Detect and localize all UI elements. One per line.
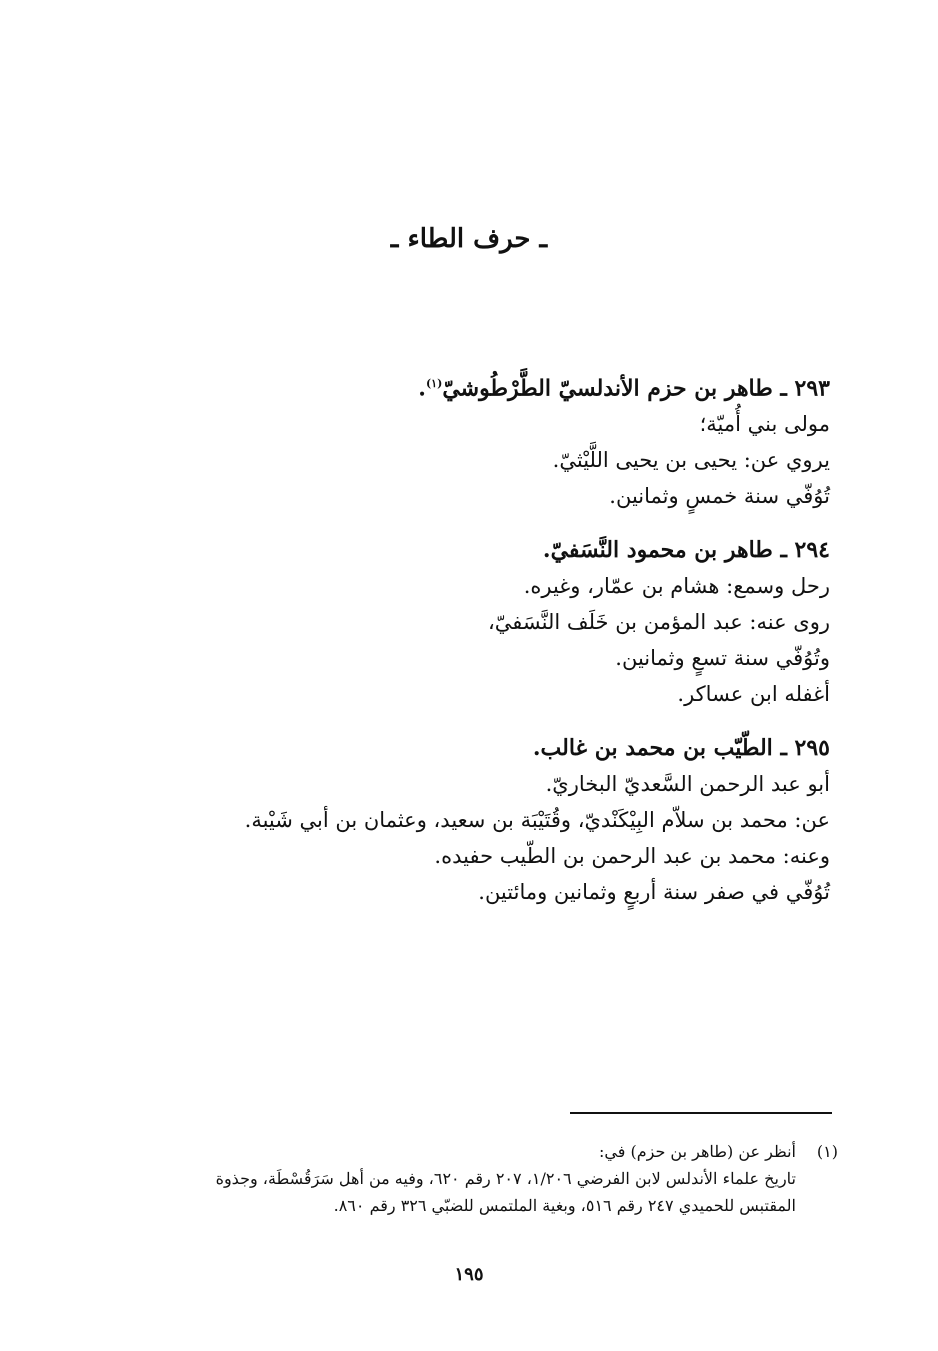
entry-heading-text: ٢٩٣ ـ طاهر بن حزم الأندلسيّ الطَّرْطُوشيّ (442, 375, 830, 402)
entry-line: أغفله ابن عساكر. (677, 682, 830, 707)
footnotes (108, 1138, 838, 1219)
entry-line: وتُوُفّي سنة تسعٍ وثمانين. (615, 646, 830, 671)
entry-293 (100, 366, 830, 514)
footnote-line: تاريخ علماء الأندلس لابن الفرضي ١/٢٠٦، ٢٠٧ رقم ٦٢٠، وفيه من أهل سَرَقُسْطَة، وجذوة (215, 1169, 796, 1188)
footnote-text: أنظر عن (طاهر بن حزم) في: (599, 1142, 796, 1161)
page-number: ١٩٥ (454, 1264, 484, 1285)
footnote-separator (570, 1112, 832, 1114)
entry-line: وعنه: محمد بن عبد الرحمن بن الطّيب حفيده. (434, 844, 830, 869)
entry-line: أبو عبد الرحمن السَّعديّ البخاريّ. (545, 772, 830, 797)
footnote-reference[interactable]: (١) (425, 377, 443, 390)
entry-heading (100, 366, 830, 406)
chapter-title: ـ حرف الطاء ـ (390, 224, 548, 254)
footnote-line (108, 1138, 838, 1165)
footnote-line: المقتبس للحميدي ٢٤٧ رقم ٥١٦، وبغية الملتمس للضبّي ٣٢٦ رقم ٨٦٠. (333, 1196, 796, 1215)
entry-line: عن: محمد بن سلاّم البِيْكَنْديّ، وقُتَيْبَة بن سعيد، وعثمان بن أبي شَيْبة. (244, 808, 830, 833)
entry-line: روى عنه: عبد المؤمن بن خَلَف النَّسَفيّ، (487, 610, 830, 635)
entry-heading: ٢٩٥ ـ الطّيّب بن محمد بن غالب. (532, 735, 830, 762)
footnote-mark: (١) (816, 1142, 838, 1161)
entry-line: مولى بني أُميّة؛ (699, 412, 830, 437)
heading-end-punctuation: . (418, 375, 426, 402)
entry-295 (100, 730, 830, 910)
entry-line: تُوُفّي في صفر سنة أربعٍ وثمانين ومائتين. (478, 880, 830, 905)
entry-294 (100, 532, 830, 712)
entries (100, 366, 830, 928)
entry-line: يروي عن: يحيى بن يحيى اللَّيْثيّ. (552, 448, 830, 473)
entry-line: رحل وسمع: هشام بن عمّار، وغيره. (523, 574, 830, 599)
entry-line: تُوُفّي سنة خمسٍ وثمانين. (609, 484, 830, 509)
entry-heading: ٢٩٤ ـ طاهر بن محمود النَّسَفيّ. (542, 537, 830, 564)
